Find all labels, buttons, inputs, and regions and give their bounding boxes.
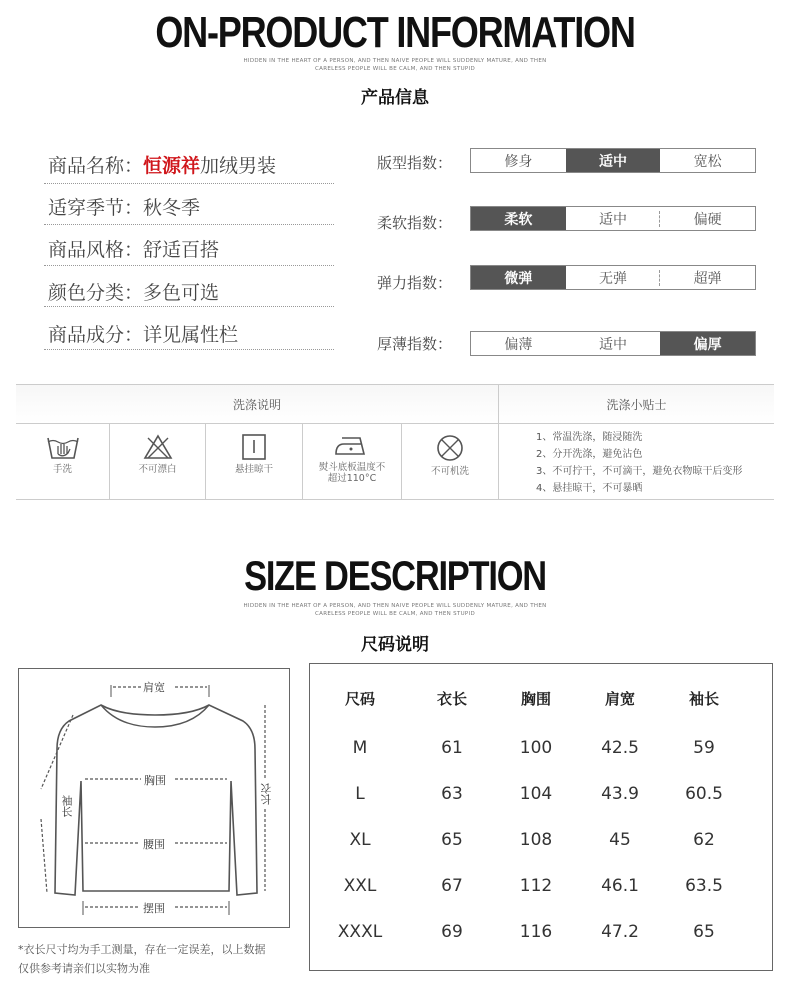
divider xyxy=(44,306,334,307)
wash-tip: 2、分开洗涤，避免沾色 xyxy=(536,449,643,460)
table-row xyxy=(310,738,774,758)
info-brand: 恒源祥 xyxy=(143,155,201,177)
care-label: 熨斗底板温度不 超过110°C xyxy=(318,462,386,484)
size-table-header xyxy=(310,688,774,709)
care-hand-wash xyxy=(16,424,109,500)
care-label: 悬挂晾干 xyxy=(234,464,273,475)
divider xyxy=(44,183,334,184)
column-header: 肩宽 xyxy=(604,690,635,708)
thickness-index-scale xyxy=(470,331,756,356)
scale-option-selected: 适中 xyxy=(566,149,661,172)
size-subtitle-line1: HIDDEN IN THE HEART OF A PERSON, AND THEN NAIVE PEOPLE WILL SUDDENLY MATURE, AND THEN xyxy=(243,603,547,609)
cell: 42.5 xyxy=(601,738,639,758)
iron-icon xyxy=(334,434,370,458)
wash-instructions-heading: 洗涤说明 xyxy=(16,385,498,423)
cell: 62 xyxy=(693,830,715,850)
size-table xyxy=(309,663,773,971)
cell: 59 xyxy=(693,738,715,758)
cell: 116 xyxy=(519,922,553,942)
cell: 104 xyxy=(519,784,553,804)
size-cn-heading: 尺码说明 xyxy=(361,635,429,655)
cell: XXXL xyxy=(337,922,383,942)
shoulder-label: 肩宽 xyxy=(143,681,165,694)
wash-tips-heading: 洗涤小贴士 xyxy=(499,385,774,423)
product-info-subtitle-line2: CARELESS PEOPLE WILL BE CALM, AND THEN STUPID xyxy=(315,66,475,72)
cell: L xyxy=(355,784,365,804)
cell: 46.1 xyxy=(601,876,639,896)
care-iron xyxy=(303,424,401,500)
cell: 47.2 xyxy=(601,922,639,942)
measurement-note xyxy=(18,940,266,978)
cell: 45 xyxy=(609,830,631,850)
table-row xyxy=(310,830,774,850)
product-info-cn-heading: 产品信息 xyxy=(361,88,429,108)
cell: 100 xyxy=(519,738,553,758)
fit-index-scale xyxy=(470,148,756,173)
cell: XXL xyxy=(343,876,377,896)
divider xyxy=(498,385,499,499)
size-subtitle-line2: CARELESS PEOPLE WILL BE CALM, AND THEN STUPID xyxy=(315,611,475,617)
cell: 67 xyxy=(441,876,463,896)
scale-option: 超弹 xyxy=(693,270,722,287)
wash-tips-list xyxy=(536,429,742,497)
info-material: 商品成分：详见属性栏 xyxy=(48,324,239,346)
chest-label: 胸围 xyxy=(144,774,166,787)
hem-label: 摆围 xyxy=(143,902,165,915)
cell: 60.5 xyxy=(685,784,723,804)
cell: 43.9 xyxy=(601,784,639,804)
softness-index-label: 柔软指数： xyxy=(377,214,453,232)
elasticity-index-scale xyxy=(470,265,756,290)
column-header: 胸围 xyxy=(520,690,551,708)
cell: 63 xyxy=(441,784,463,804)
measurement-diagram xyxy=(18,668,290,928)
scale-option-selected: 偏厚 xyxy=(660,332,755,355)
info-name xyxy=(48,151,276,178)
care-label: 手洗 xyxy=(52,464,72,475)
care-no-machine-wash xyxy=(402,424,498,500)
info-style: 商品风格：舒适百搭 xyxy=(48,239,220,261)
divider xyxy=(44,349,334,350)
hand-wash-icon xyxy=(46,434,80,460)
no-bleach-icon xyxy=(143,434,173,460)
care-table xyxy=(16,384,774,500)
scale-option: 宽松 xyxy=(693,153,722,170)
size-description-title: SIZE DESCRIPTION xyxy=(244,552,546,599)
scale-option: 无弹 xyxy=(566,266,661,289)
wash-tip: 1、常温洗涤，随浸随洗 xyxy=(536,432,643,443)
care-hang-dry xyxy=(206,424,302,500)
no-machine-wash-icon xyxy=(435,434,465,462)
info-color: 颜色分类：多色可选 xyxy=(48,282,220,304)
table-row xyxy=(310,784,774,804)
scale-option: 适中 xyxy=(599,336,627,353)
cell: 108 xyxy=(519,830,553,850)
fit-index-label: 版型指数： xyxy=(377,154,453,172)
column-header: 衣长 xyxy=(436,690,467,708)
waist-label: 腰围 xyxy=(143,838,165,851)
note-line: *衣长尺寸均为手工测量，存在一定误差，以上数据 xyxy=(18,943,266,956)
cell: 65 xyxy=(441,830,463,850)
divider xyxy=(44,265,334,266)
column-header: 袖长 xyxy=(688,690,719,708)
elasticity-index-label: 弹力指数： xyxy=(377,274,453,292)
info-name-rest: 加绒男装 xyxy=(200,155,277,177)
table-row xyxy=(310,876,774,896)
scale-option: 适中 xyxy=(566,207,661,230)
scale-option-selected: 柔软 xyxy=(471,207,566,230)
scale-option: 修身 xyxy=(504,153,533,170)
product-info-title: ON-PRODUCT INFORMATION xyxy=(155,8,635,57)
hang-dry-icon xyxy=(240,434,268,460)
scale-option-selected: 微弹 xyxy=(471,266,566,289)
length-label: 长衣 xyxy=(260,783,273,805)
info-name-label: 商品名称： xyxy=(48,155,144,177)
cell: M xyxy=(352,738,368,758)
cell: 65 xyxy=(693,922,715,942)
cell: 112 xyxy=(519,876,553,896)
wash-tip: 3、不可拧干，不可滴干，避免衣物晾干后变形 xyxy=(536,466,743,477)
wash-tip: 4、悬挂晾干，不可暴晒 xyxy=(536,483,643,494)
divider xyxy=(44,224,334,225)
care-label: 不可机洗 xyxy=(430,466,469,477)
scale-option: 偏硬 xyxy=(693,211,722,228)
care-label: 不可漂白 xyxy=(138,464,177,475)
cell: 61 xyxy=(441,738,463,758)
product-info-subtitle-line1: HIDDEN IN THE HEART OF A PERSON, AND THEN NAIVE PEOPLE WILL SUDDENLY MATURE, AND THEN xyxy=(243,58,547,64)
cell: 69 xyxy=(441,922,463,942)
table-row xyxy=(310,922,774,942)
thickness-index-label: 厚薄指数： xyxy=(377,335,453,353)
care-no-bleach xyxy=(110,424,205,500)
scale-option: 偏薄 xyxy=(504,336,533,353)
note-line: 仅供参考请亲们以实物为准 xyxy=(18,962,150,975)
sleeve-label: 袖长 xyxy=(60,795,73,817)
softness-index-scale xyxy=(470,206,756,231)
cell: XL xyxy=(349,830,371,850)
column-header: 尺码 xyxy=(344,690,375,708)
info-season: 适穿季节：秋冬季 xyxy=(48,197,201,219)
cell: 63.5 xyxy=(685,876,723,896)
